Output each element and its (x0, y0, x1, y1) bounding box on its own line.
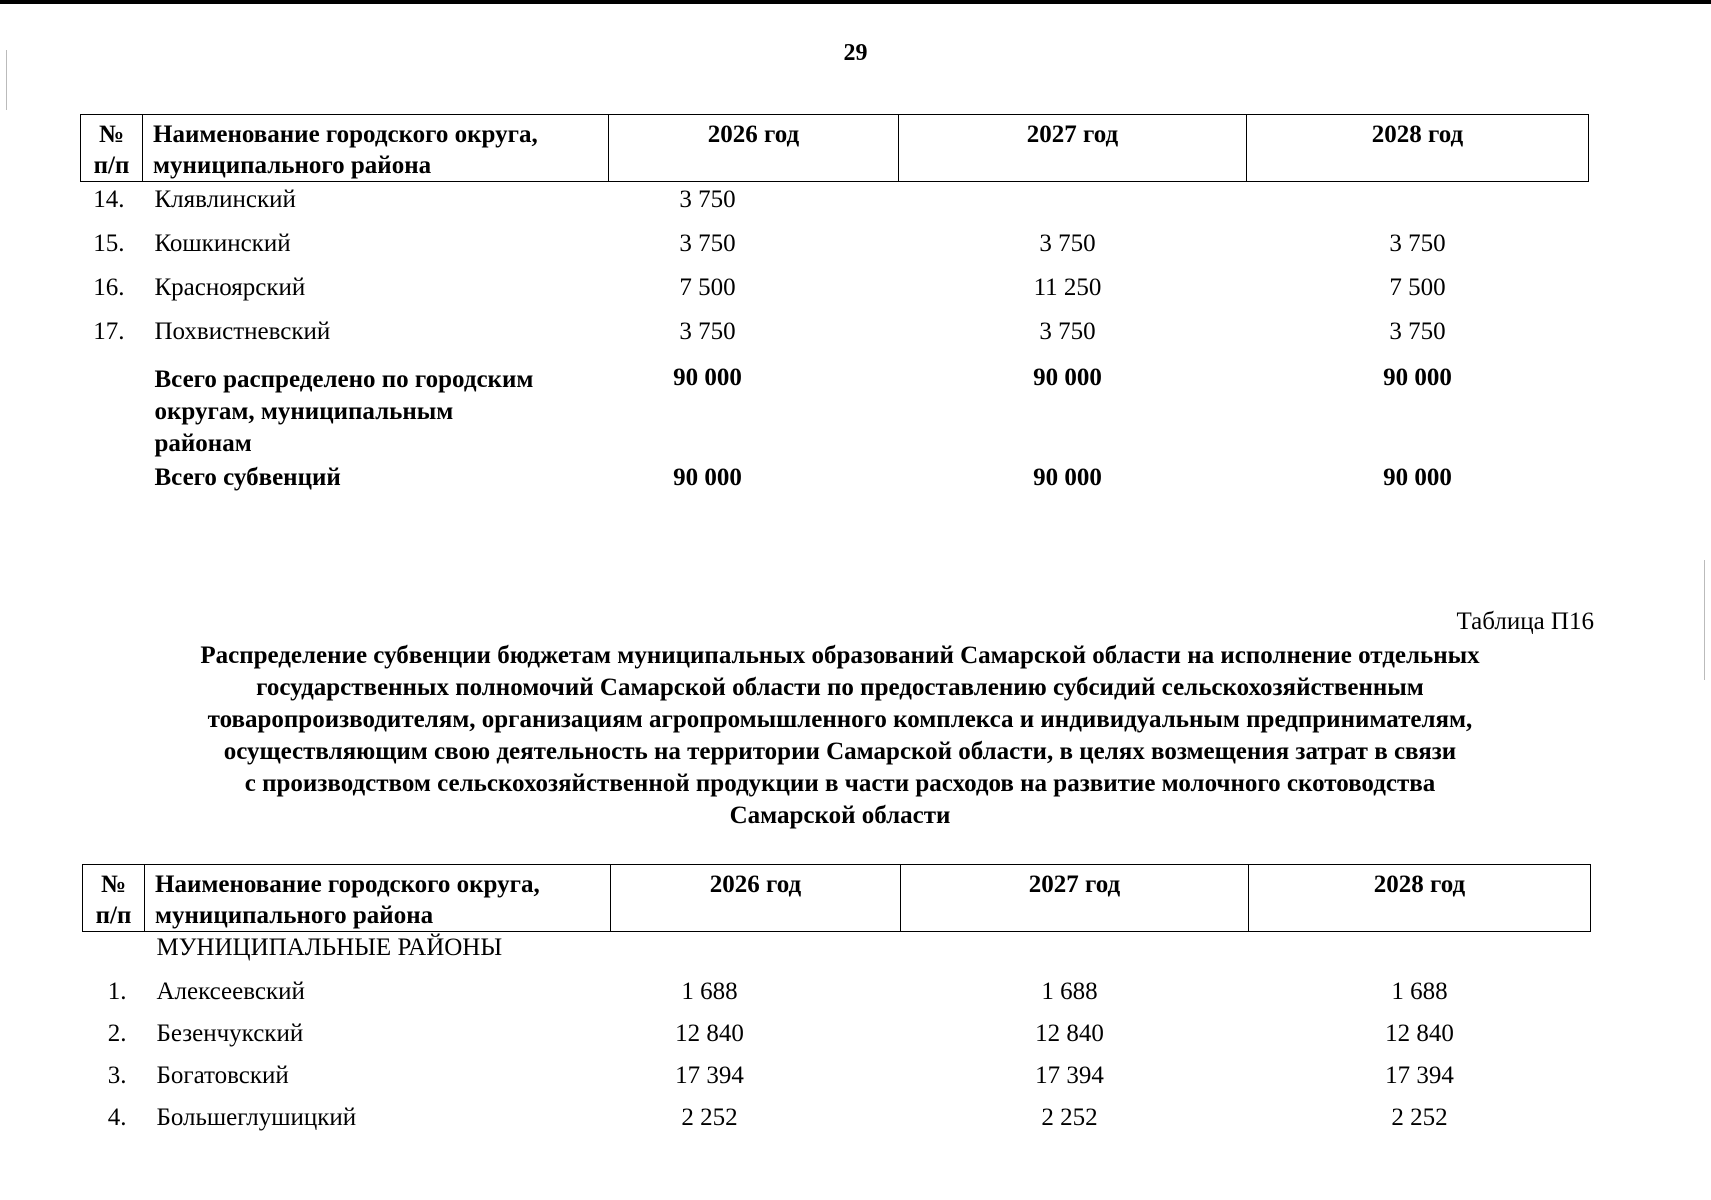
table-row (81, 270, 1589, 314)
section-row (83, 932, 1591, 974)
header-2026: 2026 год (609, 115, 899, 182)
row-2026: 12 840 (675, 1019, 744, 1047)
table-header-row (83, 865, 1591, 932)
row-num: 14. (93, 186, 125, 213)
row-2028: 7 500 (1389, 273, 1446, 301)
row-2026: 2 252 (681, 1103, 738, 1131)
table-row (83, 974, 1591, 1016)
header-name: Наименование городского округа, муниципального района (145, 865, 611, 932)
row-num: 2. (107, 1019, 127, 1047)
row-2026: 3 750 (679, 186, 736, 213)
total-subventions-row (81, 464, 1589, 508)
caption-line: с производством сельскохозяйственной продукции в части расходов на развитие молочного скотоводства (244, 770, 1436, 797)
header-2027: 2027 год (901, 865, 1249, 932)
row-2027: 12 840 (1035, 1019, 1104, 1047)
row-num: 17. (93, 317, 125, 345)
row-2028 (1247, 182, 1589, 226)
row-name: Алексеевский (156, 977, 305, 1005)
row-2028: 17 394 (1385, 1061, 1454, 1089)
row-num-empty (83, 932, 145, 974)
subvention-table-p16 (82, 864, 1591, 1142)
total-subventions-2026: 90 000 (673, 463, 742, 491)
row-2027: 2 252 (1041, 1103, 1098, 1131)
row-2026: 3 750 (679, 317, 736, 345)
total-subventions-label: Всего субвенций (154, 463, 341, 491)
row-num: 4. (107, 1103, 127, 1131)
row-2026: 3 750 (679, 229, 736, 257)
table-row (81, 182, 1589, 226)
total-distributed-row (81, 358, 1589, 464)
row-num: 16. (93, 273, 125, 301)
table-row (83, 1016, 1591, 1058)
caption-line: государственных полномочий Самарской области по предоставлению субсидий сельскохозяйственным (256, 674, 1424, 701)
row-2027: 11 250 (1033, 273, 1102, 301)
row-2026: 17 394 (675, 1061, 744, 1089)
table-row (81, 226, 1589, 270)
total-subventions-2028: 90 000 (1383, 463, 1452, 491)
row-2027: 1 688 (1041, 977, 1098, 1005)
row-name: Большеглушицкий (156, 1103, 357, 1131)
row-name: Красноярский (154, 273, 306, 301)
row-2027: 17 394 (1035, 1061, 1104, 1089)
row-name: Богатовский (156, 1061, 289, 1089)
total-subventions-2027: 90 000 (1033, 463, 1102, 491)
header-name: Наименование городского округа, муниципального района (143, 115, 609, 182)
row-2026: 7 500 (679, 273, 736, 301)
row-2027: 3 750 (1039, 317, 1096, 345)
total-distributed-2027: 90 000 (1033, 363, 1102, 391)
table-header-row (81, 115, 1589, 182)
table-row (83, 1100, 1591, 1142)
total-distributed-2028: 90 000 (1383, 363, 1452, 391)
total-distributed-2026: 90 000 (673, 363, 742, 391)
subvention-table-continued (80, 114, 1589, 508)
row-2028: 1 688 (1391, 977, 1448, 1005)
row-2027: 3 750 (1039, 229, 1096, 257)
row-num-empty (81, 464, 143, 508)
row-name: Похвистневский (154, 317, 331, 345)
header-2028: 2028 год (1247, 115, 1589, 182)
table-label: Таблица П16 (1456, 608, 1594, 635)
row-2028: 2 252 (1391, 1103, 1448, 1131)
row-2026: 1 688 (681, 977, 738, 1005)
row-num-empty (81, 358, 143, 464)
caption-line: Распределение субвенции бюджетам муниципальных образований Самарской области на исполнение отдельных (200, 642, 1480, 669)
caption-line: Самарской области (729, 802, 951, 829)
section-label: МУНИЦИПАЛЬНЫЕ РАЙОНЫ (156, 934, 503, 961)
row-2028: 3 750 (1389, 317, 1446, 345)
row-num: 1. (107, 977, 127, 1005)
row-2028: 3 750 (1389, 229, 1446, 257)
row-2027 (899, 182, 1247, 226)
row-name: Безенчукский (156, 1019, 304, 1047)
header-2026: 2026 год (611, 865, 901, 932)
table-row (83, 1058, 1591, 1100)
header-num: № п/п (83, 865, 145, 932)
row-num: 3. (107, 1061, 127, 1089)
caption-line: товаропроизводителям, организациям агропромышленного комплекса и индивидуальным предпринимателям, (207, 706, 1473, 733)
table-row (81, 314, 1589, 358)
total-distributed-label: Всего распределено по городским округам, муниципальным районам (154, 365, 534, 457)
row-2028: 12 840 (1385, 1019, 1454, 1047)
row-name: Кошкинский (154, 229, 291, 257)
header-num: № п/п (81, 115, 143, 182)
row-num: 15. (93, 229, 125, 257)
header-2028: 2028 год (1249, 865, 1591, 932)
caption-line: осуществляющим свою деятельность на территории Самарской области, в целях возмещения затрат в связи (223, 738, 1457, 765)
row-name: Клявлинский (154, 186, 296, 213)
table-caption (60, 640, 1620, 832)
scan-artifact-left (6, 50, 7, 110)
header-2027: 2027 год (899, 115, 1247, 182)
page-number: 29 (843, 40, 868, 66)
scan-artifact-right (1704, 560, 1705, 680)
scan-top-border (0, 0, 1711, 4)
